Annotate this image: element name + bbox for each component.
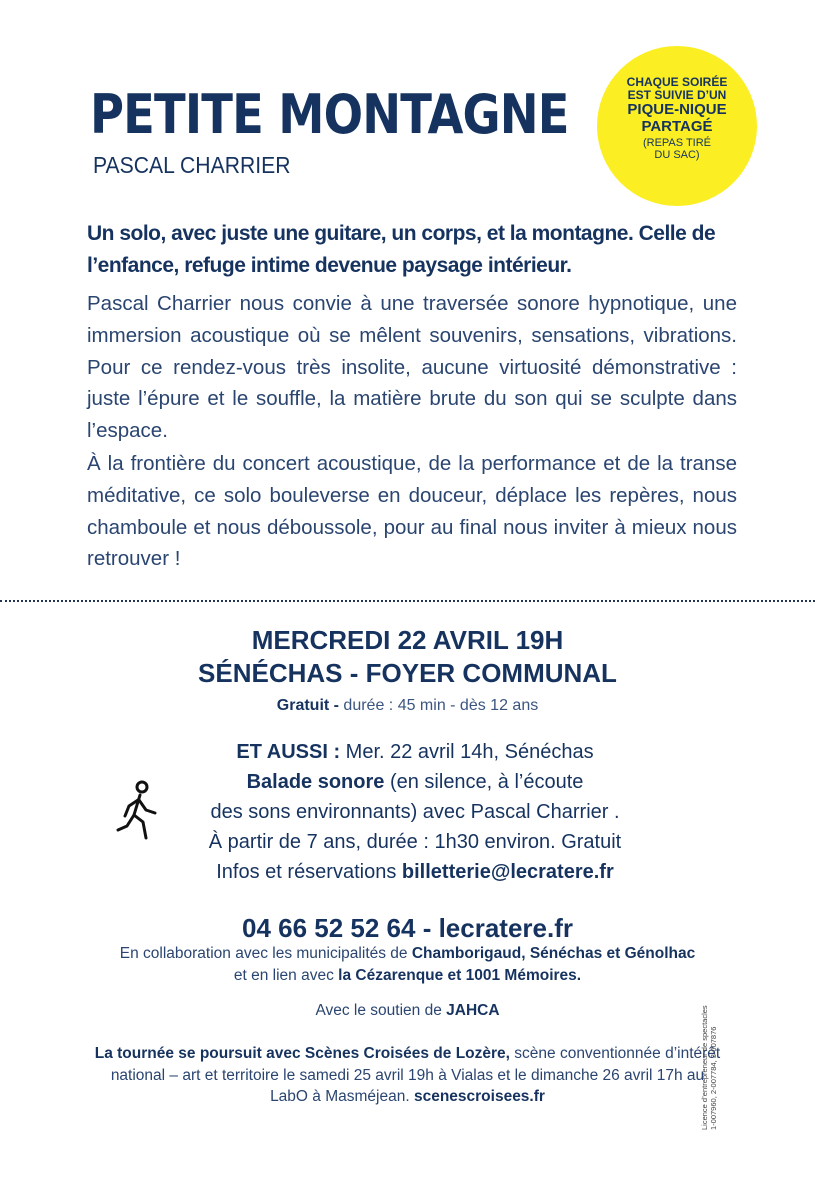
badge-line-1: CHAQUE SOIRÉE	[626, 75, 728, 89]
event-date: MERCREDI 22 AVRIL 19H	[251, 625, 564, 655]
collab-text-2: et en lien avec	[233, 967, 339, 985]
event-place: SÉNÉCHAS - FOYER COMMUNAL	[198, 658, 617, 688]
licence-line-2: 1-007960, 2-007784, 3-007876	[709, 1026, 719, 1130]
collab-partners: la Cézarenque et 1001 Mémoires.	[338, 967, 582, 985]
extra-line-4: À partir de 7 ans, durée : 1h30 environ. Gratuit	[208, 831, 622, 853]
description-paragraph-1: Pascal Charrier nous convie à une traversée sonore hypnotique, une immersion acoustique où se mêlent souvenirs, sensations, vibrations. Pour ce rendez-vous très insolite, aucune virtuosité démonstrative : juste l’épure et le souffle, la matière brute du son qui se sculpte dans l’espace.	[87, 292, 737, 443]
event-price-details	[0, 697, 815, 715]
lead-paragraph: Un solo, avec juste une guitare, un corps, et la montagne. Celle de l’enfance, refuge intime devenue paysage intérieur.	[87, 222, 716, 277]
extra-line-2	[175, 767, 655, 797]
support-text	[0, 1002, 815, 1020]
price-label: Gratuit -	[276, 697, 339, 714]
author-name: PASCAL CHARRIER	[93, 152, 291, 178]
badge-line-5: (REPAS TIRÉ	[642, 137, 712, 150]
extra-label: ET AUSSI :	[236, 741, 341, 763]
dotted-divider	[0, 600, 815, 602]
collab-line-2	[0, 965, 815, 987]
collab-line-1	[0, 943, 815, 965]
licence-line-1: Licence d’entrepreneur de spectacles	[700, 1005, 709, 1130]
picnic-badge	[597, 46, 757, 206]
walk-title: Balade sonore	[246, 771, 385, 793]
extra-event	[175, 737, 655, 887]
phone-and-site: 04 66 52 52 64 - lecratere.fr	[241, 913, 574, 943]
extra-line-5	[175, 857, 655, 887]
badge-line-2: EST SUIVIE D’UN	[627, 88, 727, 103]
licence-text	[700, 970, 719, 1130]
description-paragraph-2: À la frontière du concert acoustique, de la performance et de la transe méditative, ce solo bouleverse en douceur, déplace les repères, nous chamboule et nous déboussole, pour au final nous inviter à mieux nous retrouver !	[87, 452, 737, 571]
collab-text-1: En collaboration avec les municipalités de	[119, 945, 412, 962]
tour-lead: La tournée se poursuit avec Scènes Croisées de Lozère,	[94, 1045, 510, 1062]
tour-text	[0, 1043, 815, 1108]
collaboration-text	[0, 943, 815, 988]
tour-site-link[interactable]: scenescroisees.fr	[413, 1088, 545, 1106]
booking-label: Infos et réservations	[216, 861, 402, 883]
collab-municipalities: Chamborigaud, Sénéchas et Génolhac	[411, 945, 696, 962]
booking-email-link[interactable]: billetterie@lecratere.fr	[401, 861, 614, 883]
extra-date: Mer. 22 avril 14h, Sénéchas	[340, 741, 594, 763]
extra-line-1	[175, 737, 655, 767]
tour-details: scène conventionnée d’intérêt national – art et territoire le samedi 25 avril 19h à Vialas et le dimanche 26 avril 17h au LabO à Masméjean.	[110, 1045, 721, 1106]
extra-line-3: des sons environnants) avec Pascal Charrier .	[210, 801, 620, 823]
support-name: JAHCA	[446, 1002, 500, 1019]
badge-line-3: PIQUE-NIQUE	[627, 101, 727, 119]
badge-line-4: PARTAGÉ	[641, 117, 713, 135]
duration-age: durée : 45 min - dès 12 ans	[338, 697, 539, 714]
badge-line-6: DU SAC)	[654, 149, 700, 162]
walk-desc-1: (en silence, à l’écoute	[384, 771, 584, 793]
support-label: Avec le soutien de	[315, 1002, 447, 1019]
walking-person-icon	[113, 780, 163, 842]
page-title: PETITE MONTAGNE	[90, 83, 569, 146]
